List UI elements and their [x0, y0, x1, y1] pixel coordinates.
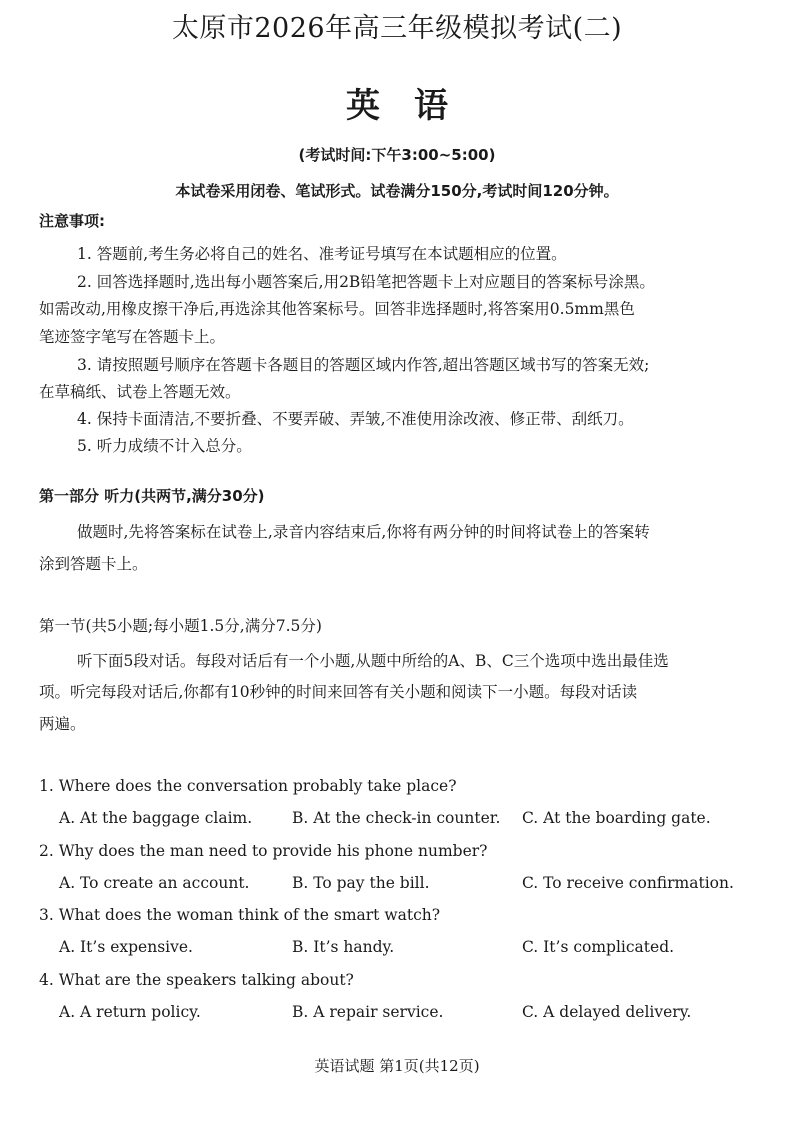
- notes-line: 3. 请按照题号顺序在答题卡各题目的答题区域内作答,超出答题区域书写的答案无效;: [77, 356, 650, 374]
- option-c: C. To receive confirmation.: [522, 874, 734, 892]
- option-a: A. A return policy.: [59, 1003, 201, 1021]
- notes-line: 笔迹签字笔写在答题卡上。: [39, 328, 226, 346]
- section-heading: 第一节(共5小题;每小题1.5分,满分7.5分): [39, 617, 322, 635]
- part-intro-line: 做题时,先将答案标在试卷上,录音内容结束后,你将有两分钟的时间将试卷上的答案转: [77, 523, 650, 541]
- option-a: A. It’s expensive.: [59, 938, 193, 956]
- subject-title: 英语: [346, 86, 482, 126]
- section-intro-line: 项。听完每段对话后,你都有10秒钟的时间来回答有关小题和阅读下一小题。每段对话读: [39, 683, 638, 701]
- option-b: B. At the check-in counter.: [292, 809, 501, 827]
- exam-time: (考试时间:下午3:00~5:00): [298, 146, 496, 164]
- notes-line: 在草稿纸、试卷上答题无效。: [39, 383, 241, 401]
- option-c: C. It’s complicated.: [522, 938, 675, 956]
- option-b: B. To pay the bill.: [292, 874, 430, 892]
- section-intro-line: 两遍。: [39, 715, 86, 733]
- part-heading: 第一部分 听力(共两节,满分30分): [39, 487, 265, 505]
- option-b: B. It’s handy.: [292, 938, 395, 956]
- notes-line: 4. 保持卡面清洁,不要折叠、不要弄破、弄皱,不准使用涂改液、修正带、刮纸刀。: [77, 410, 634, 428]
- option-a: A. At the baggage claim.: [59, 809, 253, 827]
- question-stem: 1. Where does the conversation probably take place?: [39, 777, 457, 795]
- option-c: C. A delayed delivery.: [522, 1003, 692, 1021]
- question-stem: 2. Why does the man need to provide his phone number?: [39, 842, 488, 860]
- notes-heading: 注意事项:: [39, 212, 105, 230]
- part-intro-line: 涂到答题卡上。: [39, 555, 148, 573]
- option-b: B. A repair service.: [292, 1003, 444, 1021]
- page-footer: 英语试题 第1页(共12页): [314, 1057, 480, 1075]
- notes-line: 5. 听力成绩不计入总分。: [77, 437, 252, 455]
- section-intro-line: 听下面5段对话。每段对话后有一个小题,从题中所给的A、B、C三个选项中选出最佳选: [77, 652, 669, 670]
- exam-title: 太原市2026年高三年级模拟考试(二): [171, 13, 623, 44]
- notes-line: 2. 回答选择题时,选出每小题答案后,用2B铅笔把答题卡上对应题目的答案标号涂黑。: [77, 273, 655, 291]
- notes-line: 如需改动,用橡皮擦干净后,再选涂其他答案标号。回答非选择题时,将答案用0.5mm黑色: [39, 300, 635, 318]
- option-a: A. To create an account.: [59, 874, 250, 892]
- notes-line: 1. 答题前,考生务必将自己的姓名、准考证号填写在本试题相应的位置。: [77, 245, 567, 263]
- exam-format: 本试卷采用闭卷、笔试形式。试卷满分150分,考试时间120分钟。: [175, 182, 619, 200]
- question-stem: 3. What does the woman think of the smart watch?: [39, 906, 441, 924]
- option-c: C. At the boarding gate.: [522, 809, 711, 827]
- question-stem: 4. What are the speakers talking about?: [39, 971, 354, 989]
